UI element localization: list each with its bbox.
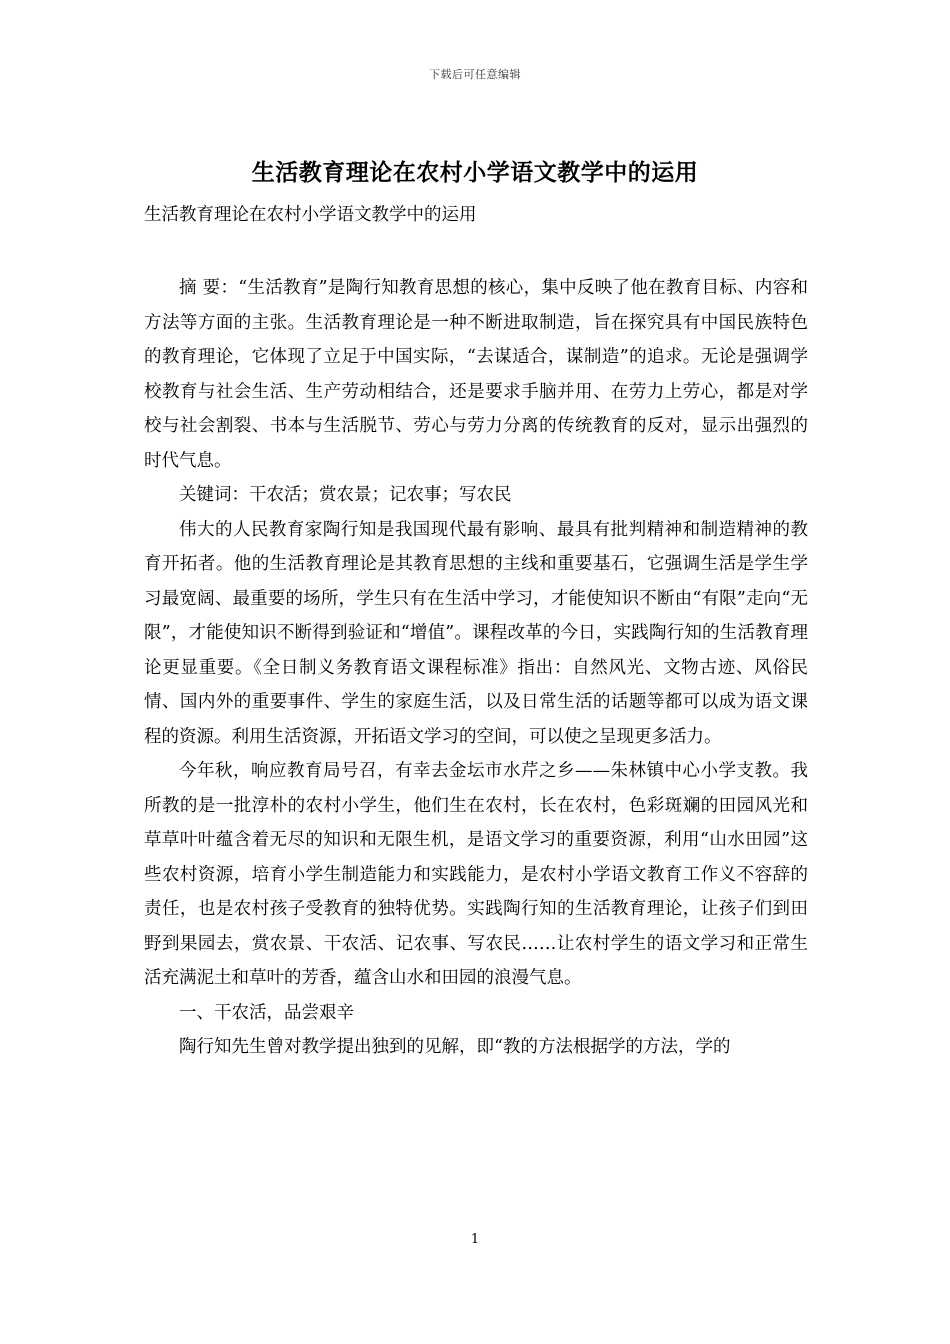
- document-body: [144, 271, 808, 1065]
- document-subtitle: 生活教育理论在农村小学语文教学中的运用: [144, 205, 477, 225]
- page-number: 1: [470, 1232, 480, 1247]
- body-paragraph: 伟大的人民教育家陶行知是我国现代最有影响、最具有批判精神和制造精神的教育开拓者。他的生活教育理论是其教育思想的主线和重要基石，它强调生活是学生学习最宽阔、最重要的场所，学生只有在生活中学习，才能使知识不断由“有限”走向“无限”，才能使知识不断得到验证和“增值”。课程改革的今日，实践陶行知的生活教育理论更显重要。《全日制义务教育语文课程标准》指出：自然风光、文物古迹、风俗民情、国内外的重要事件、学生的家庭生活，以及日常生活的话题等都可以成为语文课程的资源。利用生活资源，开拓语文学习的空间，可以使之呈现更多活力。: [144, 519, 808, 747]
- document-title: 生活教育理论在农村小学语文教学中的运用: [251, 159, 699, 186]
- section-heading: 一、干农活，品尝艰辛: [179, 1002, 354, 1023]
- body-paragraph: 陶行知先生曾对教学提出独到的见解，即“教的方法根据学的方法，学的: [179, 1037, 731, 1057]
- body-paragraph: 今年秋，响应教育局号召，有幸去金坛市水芹之乡——朱林镇中心小学支教。我所教的是一批淳朴的农村小学生，他们生在农村，长在农村，色彩斑斓的田园风光和草草叶叶蕴含着无尽的知识和无限生机，是语文学习的重要资源，利用“山水田园”这些农村资源，培育小学生制造能力和实践能力，是农村小学语文教育工作义不容辞的责任，也是农村孩子受教育的独特优势。实践陶行知的生活教育理论，让孩子们到田野到果园去，赏农景、干农活、记农事、写农民……让农村学生的语文学习和正常生活充满泥土和草叶的芳香，蕴含山水和田园的浪漫气息。: [144, 761, 808, 988]
- keywords-line: 关键词：干农活；赏农景；记农事；写农民: [179, 485, 512, 505]
- abstract-paragraph: 摘 要：“生活教育”是陶行知教育思想的核心，集中反映了他在教育目标、内容和方法等方面的主张。生活教育理论是一种不断进取制造，旨在探究具有中国民族特色的教育理论，它体现了立足于中国实际，“去谋适合，谋制造”的追求。无论是强调学校教育与社会生活、生产劳动相结合，还是要求手脑并用、在劳力上劳心，都是对学校与社会割裂、书本与生活脱节、劳心与劳力分离的传统教育的反对，显示出强烈的时代气息。: [144, 278, 808, 471]
- header-note: 下载后可任意编辑: [429, 68, 521, 81]
